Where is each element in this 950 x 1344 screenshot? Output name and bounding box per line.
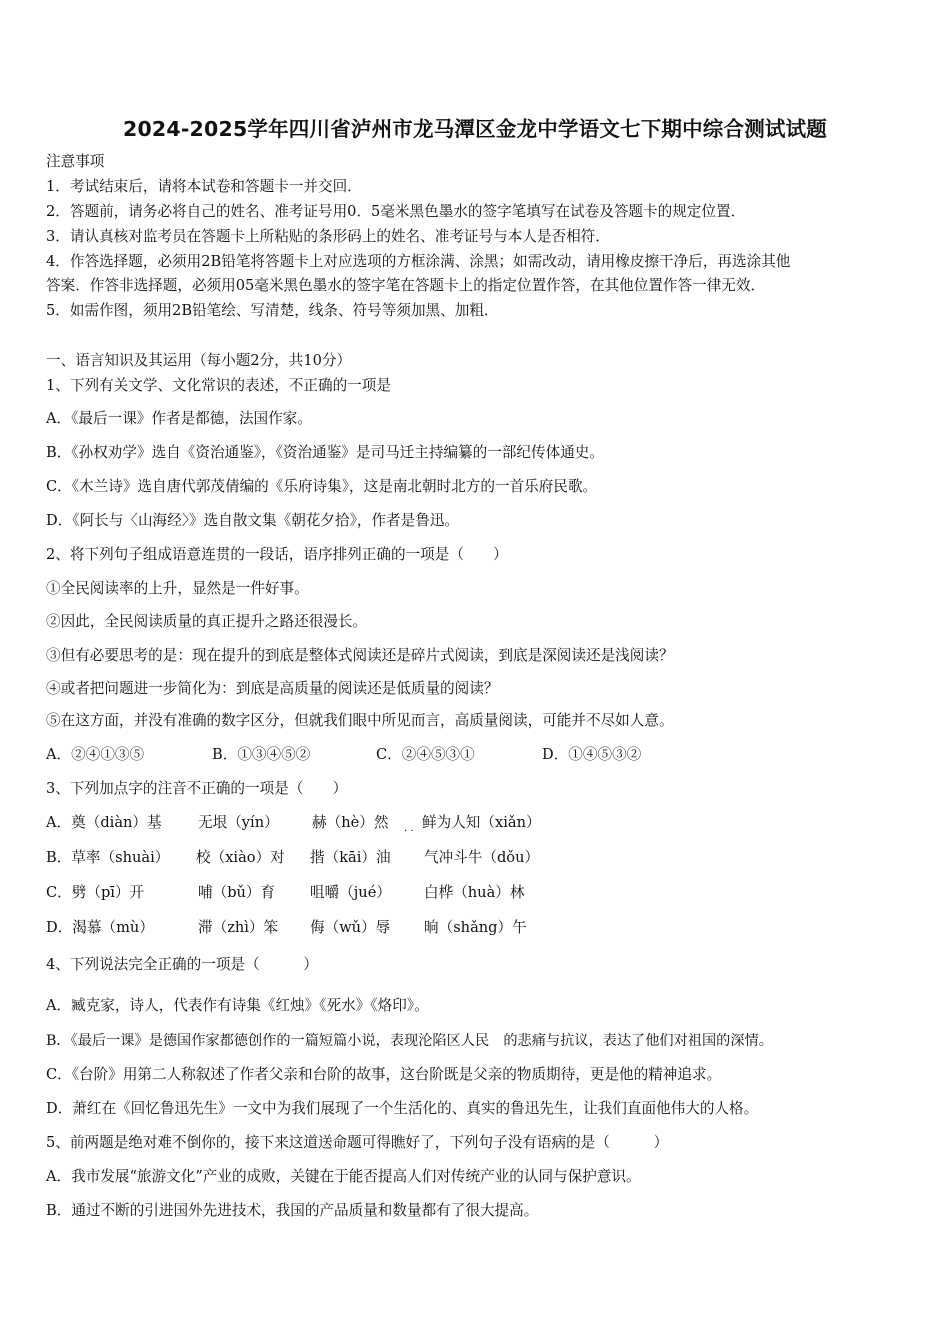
section-1-heading: 一、语言知识及其运用（每小题2分，共10分） [46,352,352,369]
q3-d-item-4: 晌（shǎng）午 [424,919,527,936]
notice-item-3: 3．请认真核对监考员在答题卡上所粘贴的条形码上的姓名、准考证号与本人是否相符． [46,228,610,245]
notice-item-4-cont: 答案．作答非选择题，必须用05毫米黑色墨水的签字笔在答题卡上的指定位置作答，在其他位置作答一律无效． [46,277,766,294]
q3-a-emphasis-dots: . . [404,823,414,834]
q5-option-b: B．通过不断的引进国外先进技术，我国的产品质量和数量都有了很大提高。 [46,1202,539,1219]
q1-option-d: D．《阿长与〈山海经〉》选自散文集《朝花夕拾》，作者是鲁迅。 [46,512,460,529]
q3-b-item-3: 揩（kāi）油 [310,849,391,866]
q1-option-a: A．《最后一课》作者是都德，法国作家。 [46,410,312,427]
q2-sentence-2: ②因此，全民阅读质量的真正提升之路还很漫长。 [46,613,368,630]
q3-d-item-3: 侮（wǔ）辱 [310,919,391,936]
q4-option-b: B．《最后一课》是德国作家都德创作的一篇短篇小说，表现沦陷区人民 的悲痛与抗议，表达了他们对祖国的深情。 [46,1033,773,1049]
notice-item-5: 5．如需作图，须用2B铅笔绘、写清楚，线条、符号等须加黑、加粗． [46,302,499,319]
q1-option-b: B．《孙权劝学》选自《资治通鉴》，《资治通鉴》是司马迁主持编纂的一部纪传体通史。 [46,444,604,461]
q3-a-item-4: 鲜为人知（xiǎn） [422,814,541,831]
q5-option-a: A．我市发展“旅游文化”产业的成败，关键在于能否提高人们对传统产业的认同与保护意识。 [46,1168,641,1185]
q4-stem: 4、下列说法完全正确的一项是（ ） [46,956,318,973]
notice-item-4: 4．作答选择题，必须用2B铅笔将答题卡上对应选项的方框涂满、涂黑；如需改动，请用橡皮擦干净后，再选涂其他 [46,253,791,270]
q1-stem: 1、下列有关文学、文化常识的表述，不正确的一项是 [46,377,391,394]
q3-c-item-4: 白桦（huà）林 [424,884,525,901]
q3-c-item-3: 咀嚼（jué） [310,884,391,901]
q4-option-d: D．萧红在《回忆鲁迅先生》一文中为我们展现了一个生活化的、真实的鲁迅先生，让我们直面他伟大的人格。 [46,1100,759,1117]
q2-sentence-5: ⑤在这方面，并没有准确的数字区分，但就我们眼中所见而言，高质量阅读，可能并不尽如人意。 [46,712,674,729]
notice-item-1: 1．考试结束后，请将本试卷和答题卡一并交回． [46,178,362,195]
q3-c-item-1: C．劈（pī）开 [46,884,145,901]
q3-b-item-2: 校（xiào）对 [196,849,285,866]
q4-option-a: A．臧克家，诗人，代表作有诗集《红烛》《死水》《烙印》。 [46,997,429,1014]
q3-a-item-2: 无垠（yín） [198,814,279,831]
q3-option-a [46,813,846,833]
q2-options [46,745,846,765]
q3-option-c [46,883,846,903]
q2-option-b: B．①③④⑤② [212,746,311,763]
q2-sentence-1: ①全民阅读率的上升，显然是一件好事。 [46,580,309,597]
q3-d-item-1: D．渴慕（mù） [46,919,154,936]
q5-stem: 5、前两题是绝对难不倒你的，接下来这道送命题可得瞧好了，下列句子没有语病的是（ ） [46,1134,669,1151]
notice-heading: 注意事项 [46,153,105,170]
q3-c-item-2: 哺（bǔ）育 [198,884,276,901]
q3-a-item-3: 赫（hè）然 [312,814,389,831]
q2-option-a: A．②④①③⑤ [46,746,145,763]
q2-stem: 2、将下列句子组成语意连贯的一段话，语序排列正确的一项是（ ） [46,546,508,563]
q2-option-c: C．②④⑤③① [376,746,475,763]
q2-option-d: D．①④⑤③② [542,746,642,763]
q3-b-item-4: 气冲斗牛（dǒu） [424,849,540,866]
q1-option-c: C．《木兰诗》选自唐代郭茂倩编的《乐府诗集》，这是南北朝时北方的一首乐府民歌。 [46,478,598,495]
q2-sentence-4: ④或者把问题进一步简化为：到底是高质量的阅读还是低质量的阅读？ [46,680,499,697]
q3-d-item-2: 滞（zhì）笨 [198,919,279,936]
notice-item-2: 2．答题前，请务必将自己的姓名、准考证号用0．5毫米黑色墨水的签字笔填写在试卷及答题卡的规定位置． [46,203,746,220]
q3-stem: 3、下列加点字的注音不正确的一项是（ ） [46,780,348,797]
q2-sentence-3: ③但有必要思考的是：现在提升的到底是整体式阅读还是碎片式阅读，到底是深阅读还是浅阅读？ [46,647,674,664]
q3-option-b [46,848,846,868]
q3-a-item-1: A．奠（diàn）基 [46,814,162,831]
page-title: 2024-2025学年四川省泸州市龙马潭区金龙中学语文七下期中综合测试试题 [122,117,828,141]
q3-b-item-1: B．草率（shuài） [46,849,170,866]
q3-option-d [46,918,846,938]
q4-option-c: C．《台阶》用第二人称叙述了作者父亲和台阶的故事，这台阶既是父亲的物质期待，更是他的精神追求。 [46,1066,722,1083]
